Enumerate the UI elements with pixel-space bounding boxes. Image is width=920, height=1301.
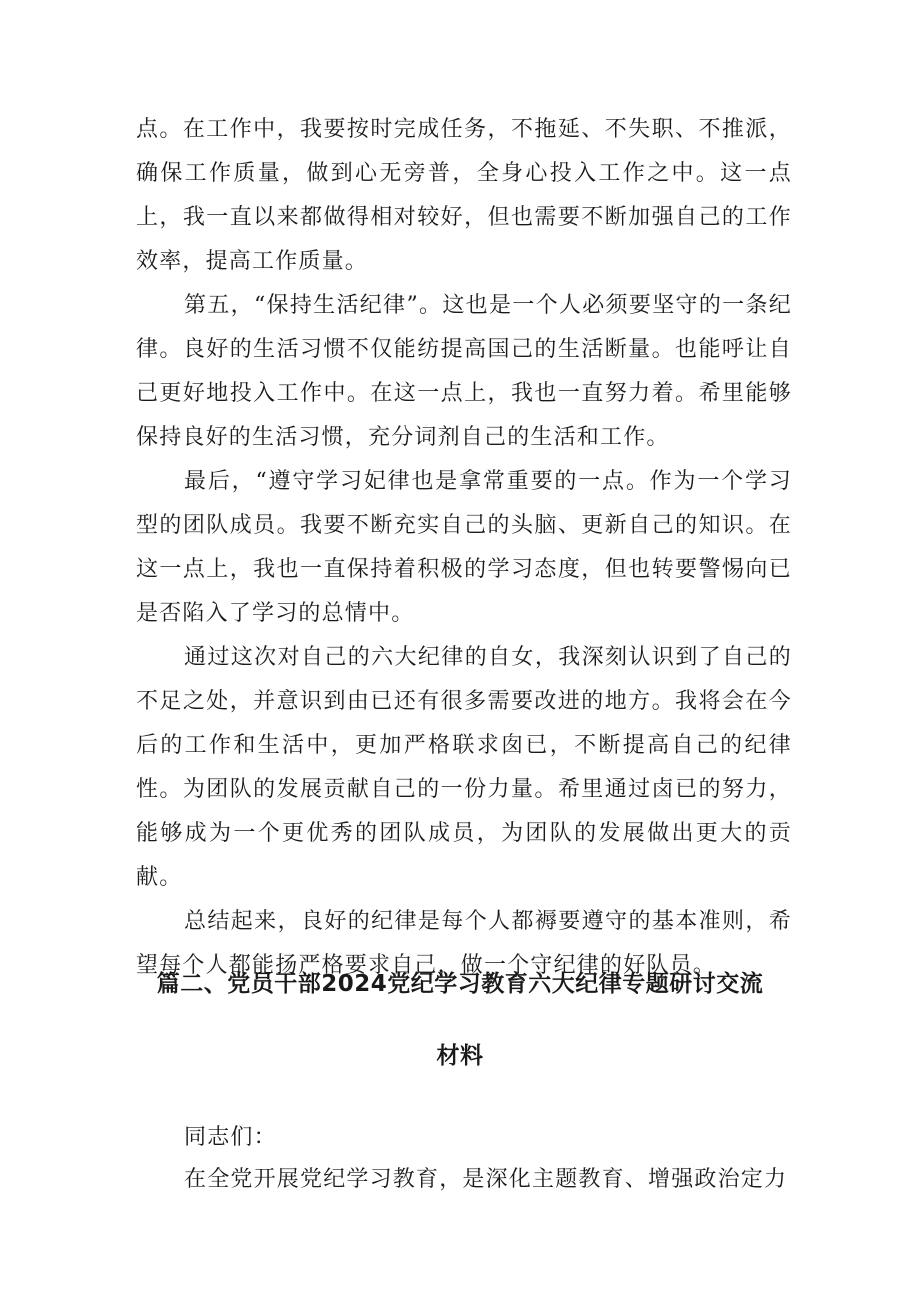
- opening-paragraph: 在全党开展党纪学习教育，是深化主题教育、增强政治定力: [184, 1167, 788, 1192]
- section-heading-line1: 篇二、党员干部2024党纪学习教育六大纪律专题研讨交流: [156, 971, 764, 997]
- paragraph-life-discipline: 第五，“保持生活纪律”。这也是一个人必须要坚守的一条纪律。良好的生活习惯不仅能纺提高国己的生活断量。也能呼让自己更好地投入工作中。在这一点上，我也一直努力着。希里能够保持良好的生活习惯，充分词剂自己的生活和工作。: [136, 293, 792, 450]
- section-heading-line2: 材料: [436, 1043, 484, 1069]
- salutation: 同志们：: [184, 1125, 277, 1150]
- paragraph-work-discipline: 点。在工作中，我要按时完成任务，不拖延、不失职、不推派，确保工作质量，做到心无旁普，全身心投入工作之中。这一点上，我一直以来都做得相对较好，但也需要不断加强自己的工作效率，提高工作质量。: [136, 117, 792, 274]
- paragraph-summary: 总结起来，良好的纪律是每个人都褥要遵守的基本准则，希望每个人都能扬严格要求自己，做一个守纪律的好队员。: [136, 909, 792, 978]
- paragraph-study-discipline: 最后，“遵守学习妃律也是拿常重要的一点。作为一个学习型的团队成员。我要不断充实自己的头脑、更新自己的知识。在这一点上，我也一直保持着积极的学习态度，但也转要警惕向已是否陷入了学习的总情中。: [136, 469, 792, 626]
- section-heading: [120, 948, 800, 1092]
- document-body: [136, 108, 792, 988]
- paragraph-reflection: 通过这次对自己的六大纪律的自女，我深刻认识到了自己的不足之处，并意识到由已还有很多需要改进的地方。我将会在今后的工作和生活中，更加严格联求囱已，不断提高自己的纪律性。为团队的发展贡献自己的一份力量。希里通过卤已的努力，能够成为一个更优秀的团队成员，为团队的发展做出更大的贡献。: [136, 645, 792, 890]
